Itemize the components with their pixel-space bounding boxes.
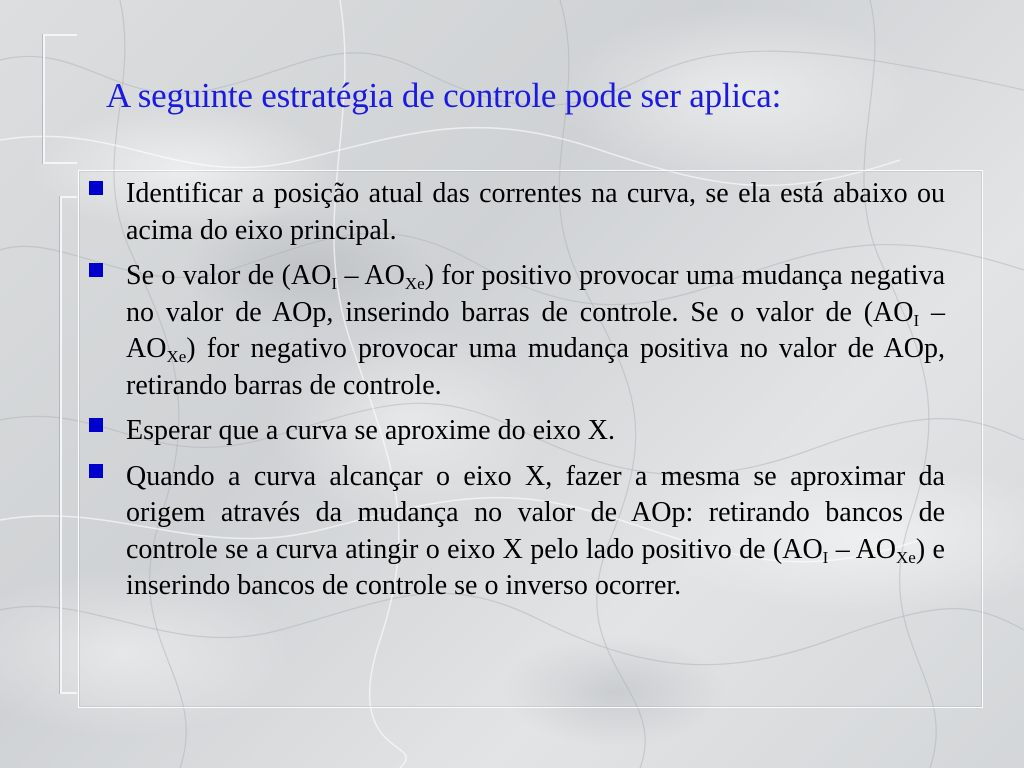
bullet-text [126,260,945,401]
bullet-item [88,413,945,450]
decorative-frame-bottom [60,196,77,694]
square-bullet-icon [89,181,103,195]
bullet-item [88,258,945,404]
bullet-item [88,459,945,605]
slide-title: A seguinte estratégia de controle pode ser aplica: [106,76,782,115]
square-bullet-icon [89,418,103,432]
subscript: Xe [404,274,425,293]
subscript: Xe [166,347,187,366]
text-run: ) e inserindo bancos de controle se o inverso ocorrer. [126,533,945,601]
subscript: Xe [896,547,916,567]
text-run: ) for negativo provocar uma mudança positiva no valor de AOp, retirando barras de controle. [126,333,945,401]
text-run: Quando a curva alcançar o eixo X, fazer a mesma se aproximar da origem através da mudança no valor de AOp: retirando bancos de controle se a curva atingir o eixo X pelo lado positivo de (AO [126,460,945,565]
subscript: I [331,274,338,293]
bullet-item [88,176,945,249]
decorative-frame-top [43,34,77,164]
text-run: Esperar que a curva se aproxime do eixo X. [126,415,616,446]
bullet-text [126,415,615,446]
square-bullet-icon [89,464,103,478]
square-bullet-icon [89,263,103,277]
text-run: – AO [337,260,405,291]
subscript: I [822,547,829,567]
bullet-list [88,176,945,614]
text-run: – AO [828,533,897,565]
bullet-text [126,461,945,602]
text-run: Se o valor de (AO [126,260,332,291]
bullet-text [126,178,945,246]
text-run: ) for positivo provocar uma mudança negativa no valor de AOp, inserindo barras de controle. Se o valor de (AO [126,260,945,328]
text-run: – AO [126,296,945,364]
subscript: I [913,310,920,330]
text-run: Identificar a posição atual das correntes na curva, se ela está abaixo ou acima do eixo principal. [126,178,945,246]
